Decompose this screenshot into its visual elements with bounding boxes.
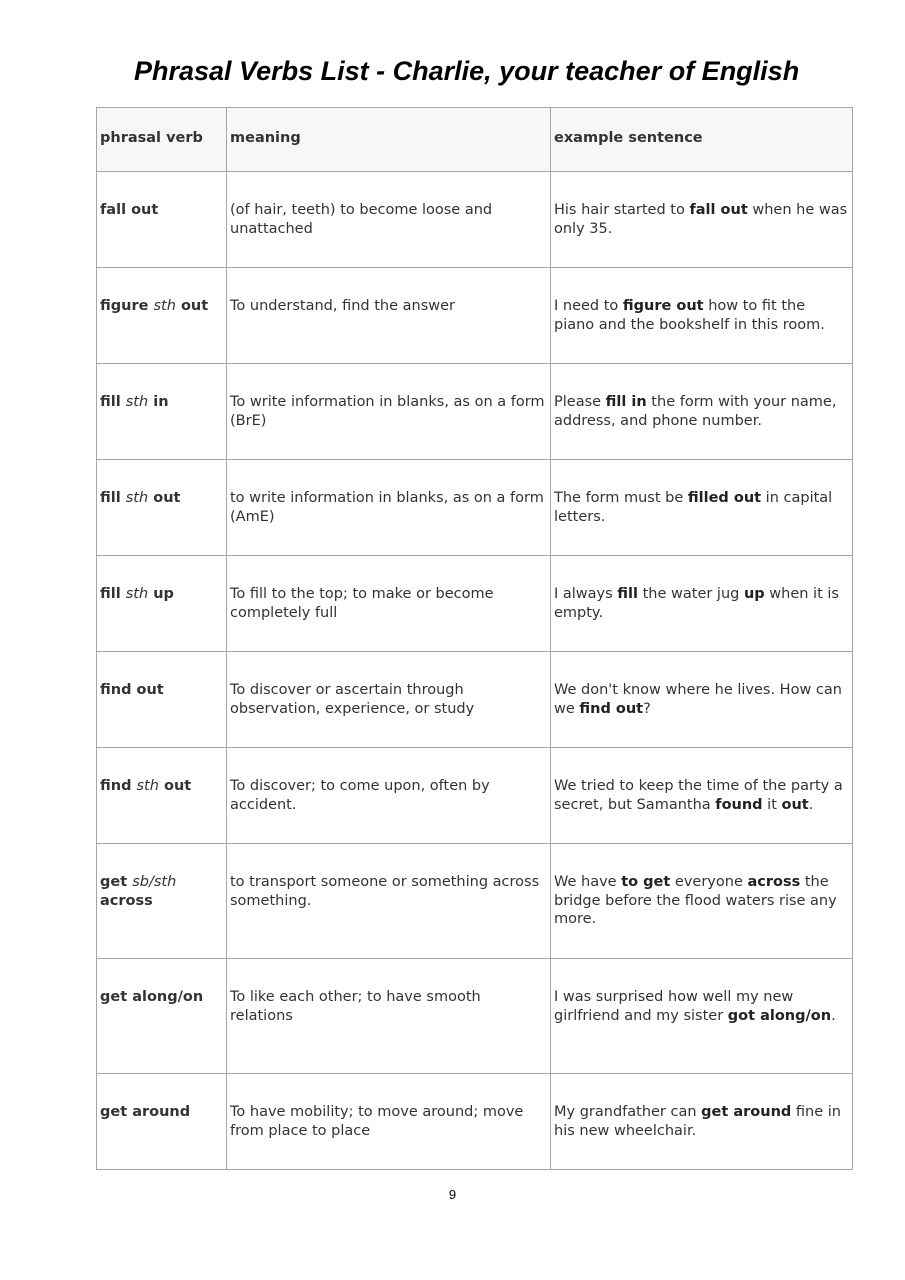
header-meaning: meaning [227, 108, 551, 172]
verb-cell: find sth out [97, 748, 227, 844]
meaning-cell: To write information in blanks, as on a form (BrE) [227, 364, 551, 460]
example-cell: I need to figure out how to fit the piano and the bookshelf in this room. [551, 268, 853, 364]
table-row [97, 844, 853, 959]
table-row [97, 652, 853, 748]
meaning-cell: To have mobility; to move around; move from place to place [227, 1074, 551, 1170]
table-row [97, 1074, 853, 1170]
meaning-cell: To like each other; to have smooth relations [227, 959, 551, 1074]
verb-cell: fill sth out [97, 460, 227, 556]
verb-cell: find out [97, 652, 227, 748]
meaning-cell: (of hair, teeth) to become loose and unattached [227, 172, 551, 268]
table-row [97, 556, 853, 652]
table-row [97, 364, 853, 460]
verb-cell: get along/on [97, 959, 227, 1074]
page-title: Phrasal Verbs List - Charlie, your teacher of English [134, 56, 800, 86]
header-example: example sentence [551, 108, 853, 172]
verb-cell: fill sth in [97, 364, 227, 460]
example-cell: Please fill in the form with your name, address, and phone number. [551, 364, 853, 460]
verb-cell: get sb/sth across [97, 844, 227, 959]
meaning-cell: to write information in blanks, as on a form (AmE) [227, 460, 551, 556]
meaning-cell: To fill to the top; to make or become completely full [227, 556, 551, 652]
example-cell: His hair started to fall out when he was only 35. [551, 172, 853, 268]
example-cell: We tried to keep the time of the party a secret, but Samantha found it out. [551, 748, 853, 844]
table-row [97, 959, 853, 1074]
verb-cell: get around [97, 1074, 227, 1170]
example-cell: My grandfather can get around fine in his new wheelchair. [551, 1074, 853, 1170]
table-header-row [97, 108, 853, 172]
verb-cell: figure sth out [97, 268, 227, 364]
phrasal-verbs-table [96, 107, 853, 1170]
table-row [97, 460, 853, 556]
example-cell: We don't know where he lives. How can we find out? [551, 652, 853, 748]
table-row [97, 172, 853, 268]
table-row [97, 268, 853, 364]
example-cell: I always fill the water jug up when it is empty. [551, 556, 853, 652]
page-number: 9 [448, 1187, 457, 1202]
example-cell: We have to get everyone across the bridge before the flood waters rise any more. [551, 844, 853, 959]
header-verb: phrasal verb [97, 108, 227, 172]
meaning-cell: To discover or ascertain through observation, experience, or study [227, 652, 551, 748]
meaning-cell: To discover; to come upon, often by accident. [227, 748, 551, 844]
example-cell: I was surprised how well my new girlfriend and my sister got along/on. [551, 959, 853, 1074]
table-row [97, 748, 853, 844]
meaning-cell: to transport someone or something across something. [227, 844, 551, 959]
verb-cell: fill sth up [97, 556, 227, 652]
example-cell: The form must be filled out in capital letters. [551, 460, 853, 556]
meaning-cell: To understand, find the answer [227, 268, 551, 364]
verb-cell: fall out [97, 172, 227, 268]
